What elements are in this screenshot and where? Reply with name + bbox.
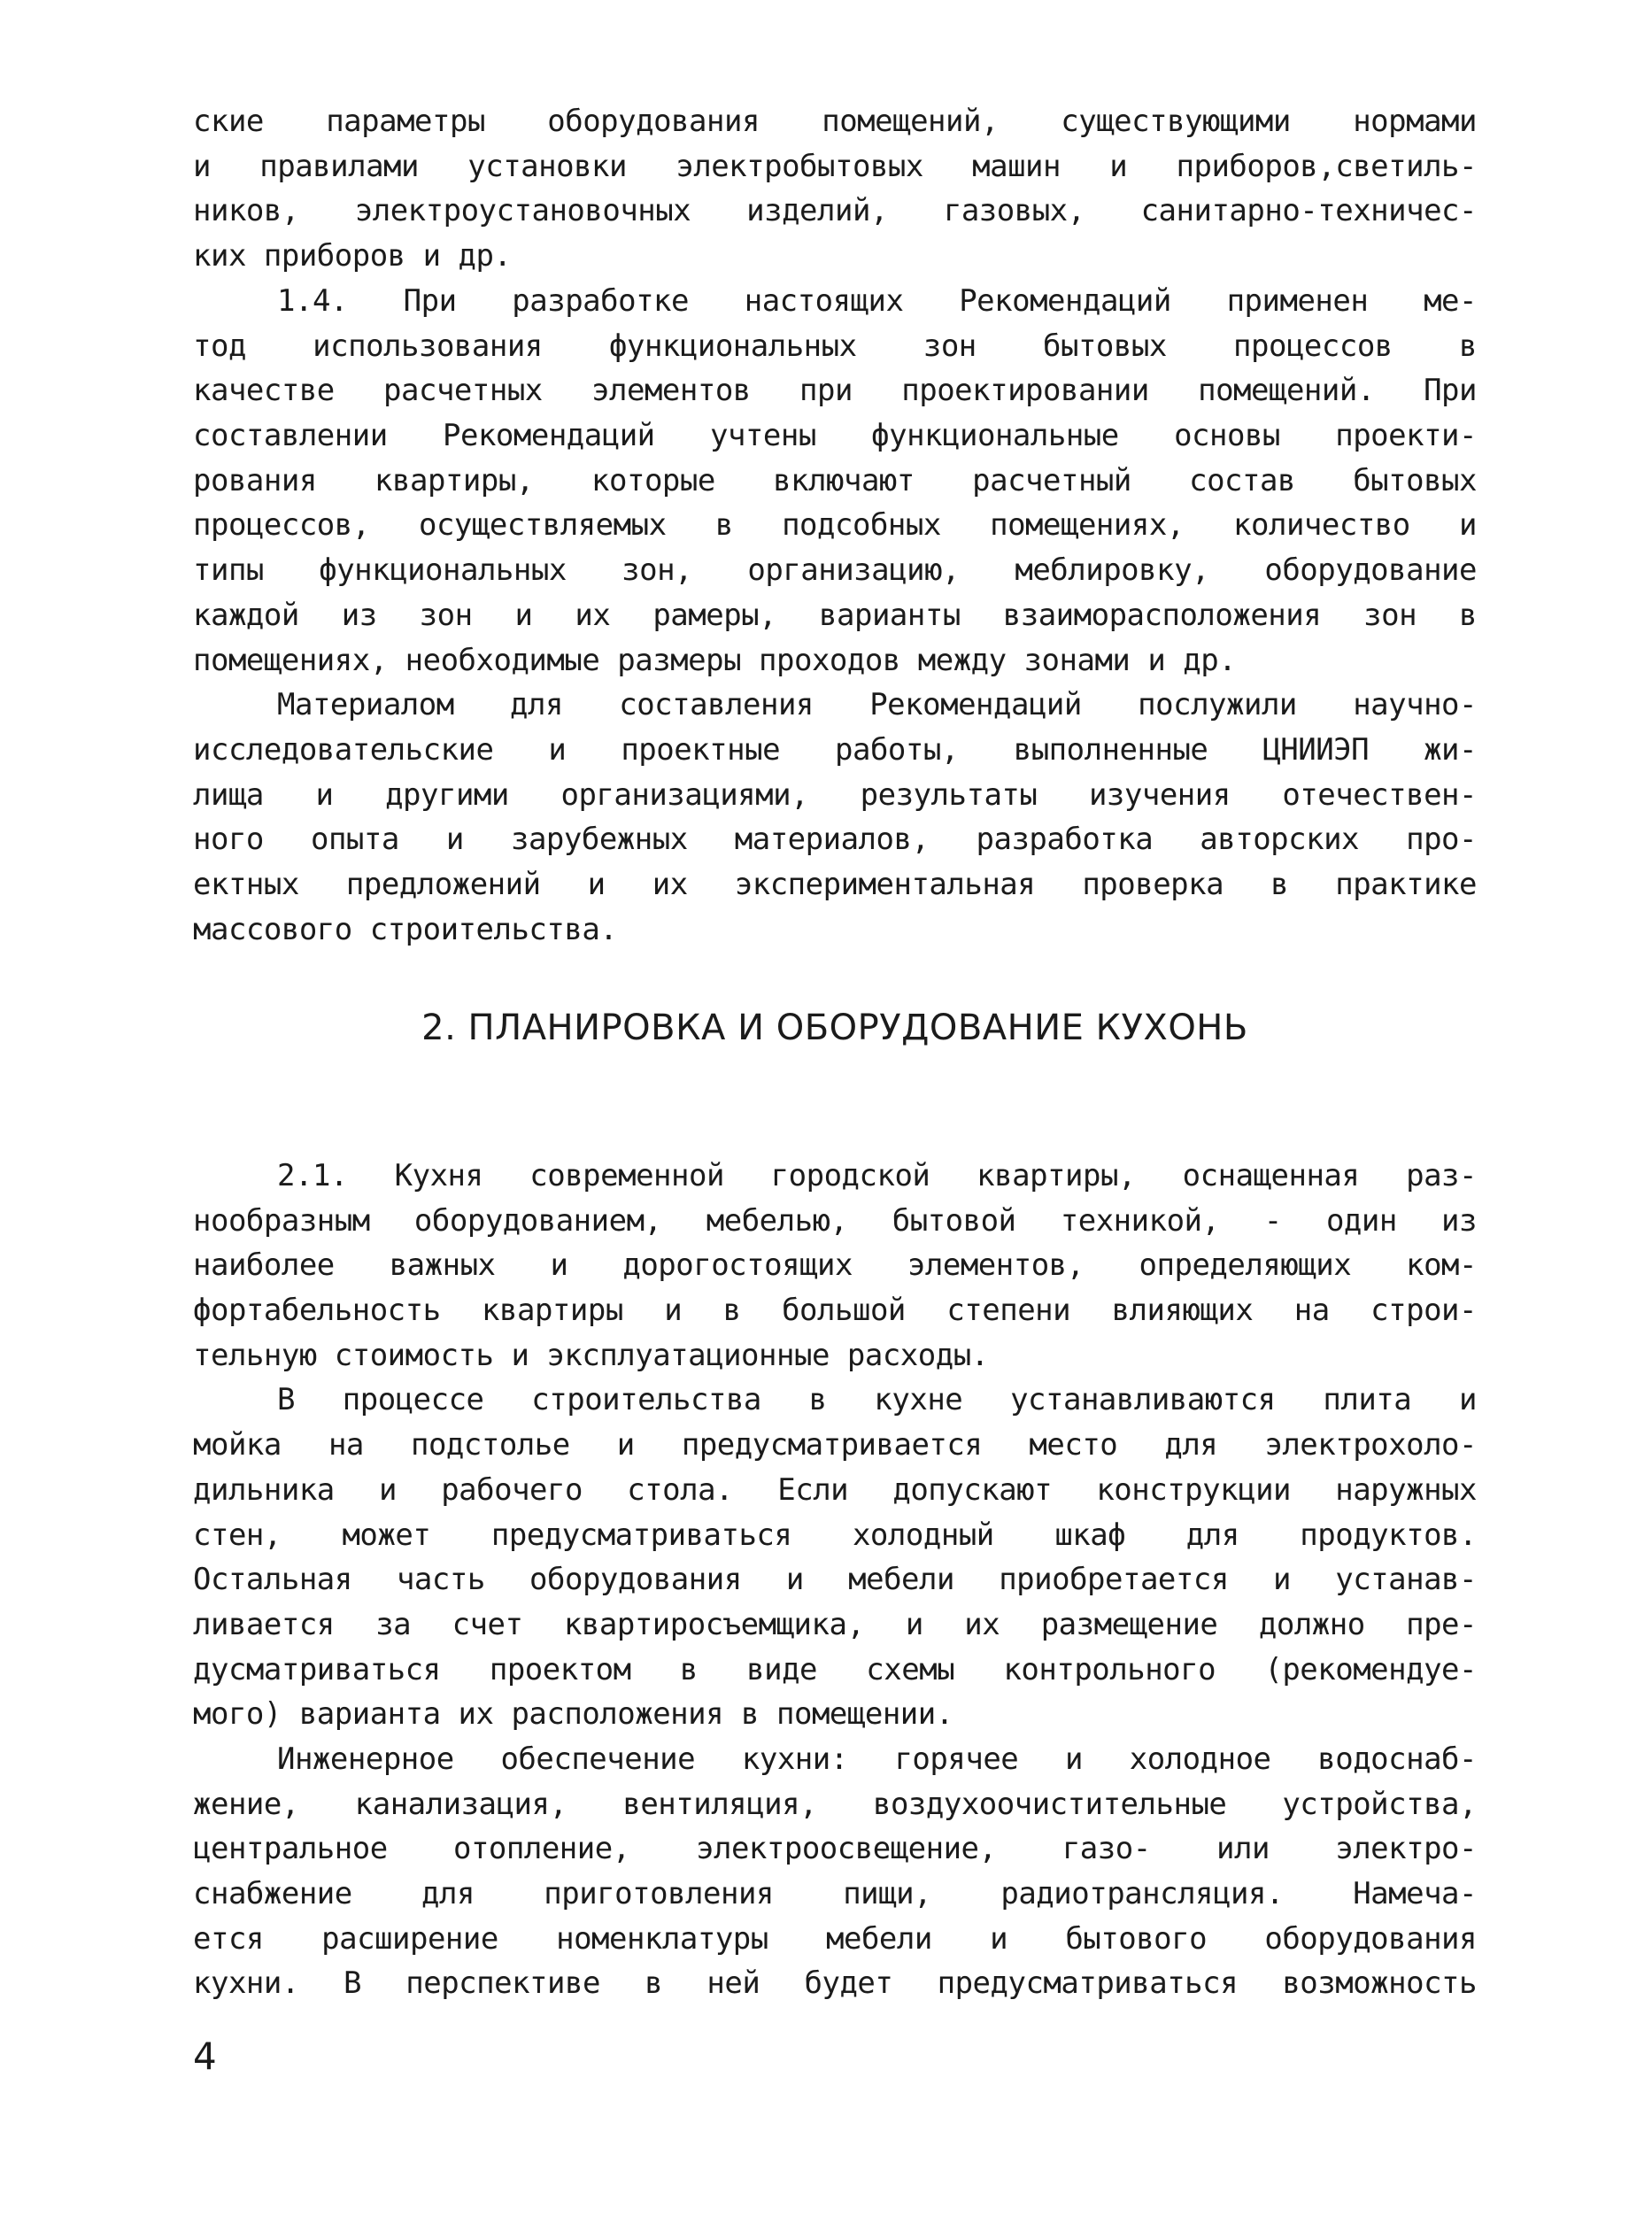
text-line: тельную стоимость и эксплуатационные расходы.	[193, 1337, 989, 1373]
text-line: ские параметры оборудования помещений, существующими нормами	[193, 104, 1477, 139]
text-line: мого) варианта их расположения в помещении.	[193, 1696, 953, 1733]
text-line: 1.4. При разработке настоящих Рекомендаций применен ме-	[277, 283, 1477, 319]
text-line: исследовательские и проектные работы, выполненные ЦНИИЭП жи-	[193, 731, 1477, 768]
text-line: наиболее важных и дорогостоящих элементов, определяющих ком-	[193, 1247, 1477, 1284]
page-number: 4	[193, 2035, 217, 2078]
text-line: тод использования функциональных зон бытовых процессов в	[193, 328, 1477, 364]
text-line: ливается за счет квартиросъемщика, и их размещение должно пре-	[193, 1606, 1477, 1642]
text-line: ектных предложений и их экспериментальная проверка в практике	[193, 866, 1477, 902]
text-line: типы функциональных зон, организацию, меблировку, оборудование	[193, 552, 1477, 589]
text-line: Материалом для составления Рекомендаций послужили научно-	[277, 687, 1477, 723]
text-line: центральное отопление, электроосвещение, газо- или электро-	[193, 1831, 1477, 1867]
text-line: ников, электроустановочных изделий, газовых, санитарно-техничес-	[193, 193, 1477, 229]
text-line: фортабельность квартиры и в большой степени влияющих на строи-	[193, 1293, 1477, 1329]
text-line: дильника и рабочего стола. Если допускают конструкции наружных	[193, 1471, 1477, 1508]
text-line: ного опыта и зарубежных материалов, разработка авторских про-	[193, 822, 1477, 858]
text-line: ется расширение номенклатуры мебели и бытового оборудования	[193, 1920, 1477, 1957]
text-line: дусматриваться проектом в виде схемы контрольного (рекомендуе-	[193, 1651, 1477, 1687]
text-line: 2.1. Кухня современной городской квартиры, оснащенная раз-	[277, 1158, 1477, 1193]
text-line: составлении Рекомендаций учтены функциональные основы проекти-	[193, 418, 1477, 454]
text-line: и правилами установки электробытовых машин и приборов,светиль-	[193, 148, 1477, 184]
section-2-1-text	[193, 1154, 1477, 2006]
text-line: В процессе строительства в кухне устанавливаются плита и	[277, 1382, 1477, 1418]
text-line: лища и другими организациями, результаты изучения отечествен-	[193, 776, 1477, 813]
section-heading: 2. ПЛАНИРОВКА И ОБОРУДОВАНИЕ КУХОНЬ	[421, 1008, 1248, 1048]
text-line: каждой из зон и их рамеры, варианты взаиморасположения зон в	[193, 597, 1477, 633]
text-line: стен, может предусматриваться холодный шкаф для продуктов.	[193, 1517, 1477, 1553]
text-line: Остальная часть оборудования и мебели приобретается и устанав-	[193, 1562, 1477, 1598]
text-line: ких приборов и др.	[193, 238, 512, 274]
text-line: качестве расчетных элементов при проектировании помещений. При	[193, 373, 1477, 409]
text-line: кухни. В перспективе в ней будет предусматриваться возможность	[193, 1965, 1477, 2002]
text-line: нообразным оборудованием, мебелью, бытовой техникой, - один из	[193, 1202, 1477, 1239]
section-1-4-text	[193, 279, 1477, 952]
text-line: жение, канализация, вентиляция, воздухоочистительные устройства,	[193, 1786, 1477, 1822]
text-line: массового строительства.	[193, 911, 618, 947]
text-line: Инженерное обеспечение кухни: горячее и холодное водоснаб-	[277, 1741, 1477, 1777]
paragraph-continuation	[193, 99, 1477, 279]
text-line: рования квартиры, которые включают расчетный состав бытовых	[193, 462, 1477, 498]
text-line: помещениях, необходимые размеры проходов между зонами и др.	[193, 642, 1237, 678]
text-line: мойка на подстолье и предусматривается место для электрохоло-	[193, 1427, 1477, 1463]
text-line: снабжение для приготовления пищи, радиотрансляция. Намеча-	[193, 1876, 1477, 1911]
text-line: процессов, осуществляемых в подсобных помещениях, количество и	[193, 507, 1477, 544]
